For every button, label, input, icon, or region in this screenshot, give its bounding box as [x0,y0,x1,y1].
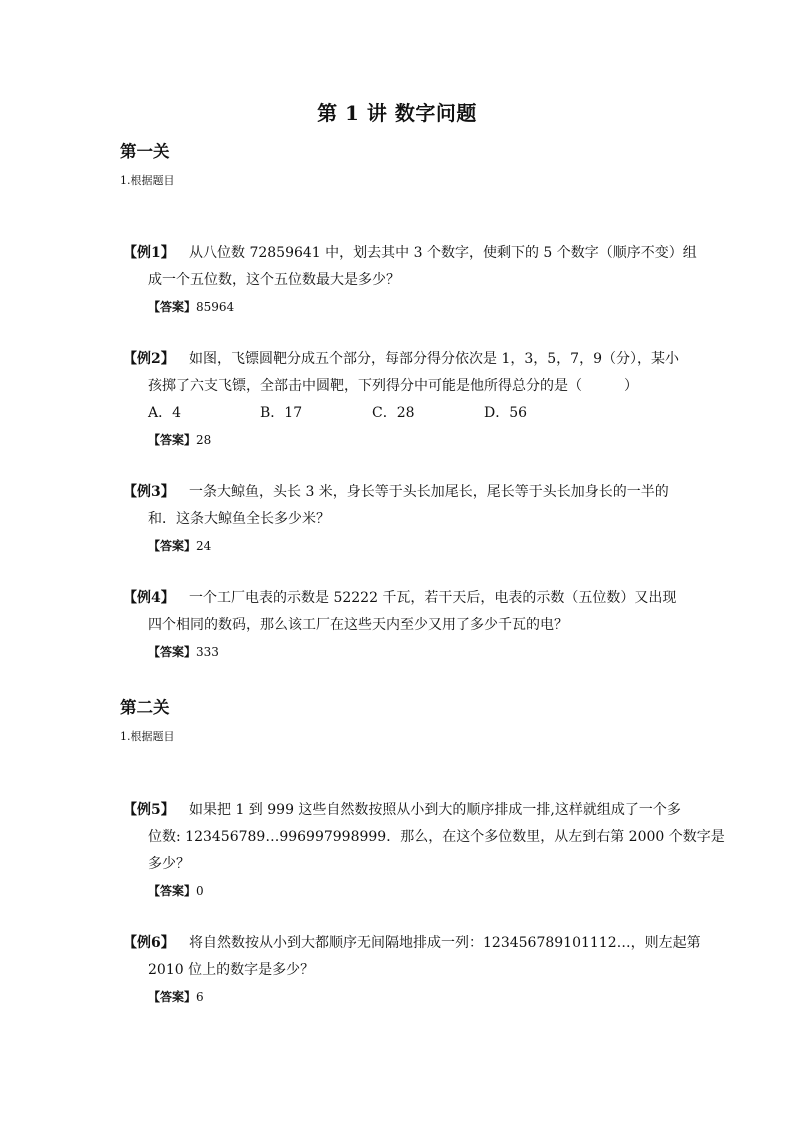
example-1-label: 【例1】 [123,245,175,261]
example-5-text-3: 多少？ [148,856,190,872]
example-2-choices [123,400,678,427]
choice-c: C．28 [372,405,415,421]
section-heading-1: 第一关 [120,142,170,161]
example-2-answer [123,427,678,454]
example-6 [123,930,701,1011]
example-5 [123,797,725,905]
example-4-text-2: 四个相同的数码，那么该工厂在这些天内至少又用了多少千瓦的电？ [148,617,568,633]
example-3-answer-value: 24 [196,539,212,553]
section-heading-2: 第二关 [120,698,170,717]
example-2-answer-value: 28 [196,433,212,447]
example-2-line-1 [123,346,678,373]
example-1-answer [123,294,678,321]
example-4-answer-value: 333 [196,645,219,659]
example-6-answer-label: 【答案】 [148,990,197,1004]
example-4 [123,585,678,666]
example-1 [123,240,697,321]
example-2 [123,346,678,454]
example-6-answer [123,984,678,1011]
example-3 [123,479,678,560]
example-3-text-2: 和．这条大鲸鱼全长多少米？ [148,511,330,527]
example-6-label: 【例6】 [123,935,175,951]
example-3-label: 【例3】 [123,484,175,500]
example-1-line-1 [123,240,697,267]
choice-b: B．17 [260,405,303,421]
example-3-line-1 [123,479,678,506]
example-3-answer [123,533,678,560]
example-4-text-1: 一个工厂电表的示数是 52222 千瓦，若干天后，电表的示数（五位数）又出现 [189,590,677,606]
example-2-text-1: 如图，飞镖圆靶分成五个部分，每部分得分依次是 1，3，5，7，9（分），某小 [189,351,679,367]
choice-a: A．4 [148,405,182,421]
example-1-text-2: 成一个五位数，这个五位数最大是多少？ [148,272,400,288]
example-3-text-1: 一条大鲸鱼，头长 3 米，身长等于头长加尾长，尾长等于头长加身长的一半的 [189,484,669,500]
example-4-answer-label: 【答案】 [148,645,197,659]
lecture-title: 第 1 讲 数字问题 [317,101,477,125]
example-2-answer-label: 【答案】 [148,433,197,447]
example-6-answer-value: 6 [196,990,204,1004]
example-6-text-1: 将自然数按从小到大都顺序无间隔地排成一列：123456789101112…，则左起第 [189,935,701,951]
example-2-text-2: 孩掷了六支飞镖，全部击中圆靶，下列得分中可能是他所得总分的是（ ） [148,378,638,394]
example-4-answer [123,639,678,666]
example-6-text-2: 2010 位上的数字是多少？ [148,962,315,978]
example-1-answer-label: 【答案】 [148,300,197,314]
example-1-text-1: 从八位数 72859641 中，划去其中 3 个数字，使剩下的 5 个数字（顺序不变）组 [189,245,697,261]
example-5-label: 【例5】 [123,802,175,818]
example-5-text-1: 如果把 1 到 999 这些自然数按照从小到大的顺序排成一排,这样就组成了一个多 [189,802,681,818]
example-6-line-1 [123,930,701,957]
example-3-answer-label: 【答案】 [148,539,197,553]
example-1-answer-value: 85964 [196,300,235,314]
example-4-line-1 [123,585,678,612]
example-5-line-1 [123,797,681,824]
example-4-label: 【例4】 [123,590,175,606]
example-2-label: 【例2】 [123,351,175,367]
example-5-answer [123,878,678,905]
choice-d: D．56 [484,405,528,421]
example-5-answer-value: 0 [196,884,204,898]
example-5-answer-label: 【答案】 [148,884,197,898]
section-subheading-1: 1.根据题目 [120,174,175,187]
section-subheading-2: 1.根据题目 [120,730,175,743]
example-5-text-2: 位数: 123456789…996997998999．那么，在这个多位数里，从左到右第 2000 个数字是 [148,829,725,845]
